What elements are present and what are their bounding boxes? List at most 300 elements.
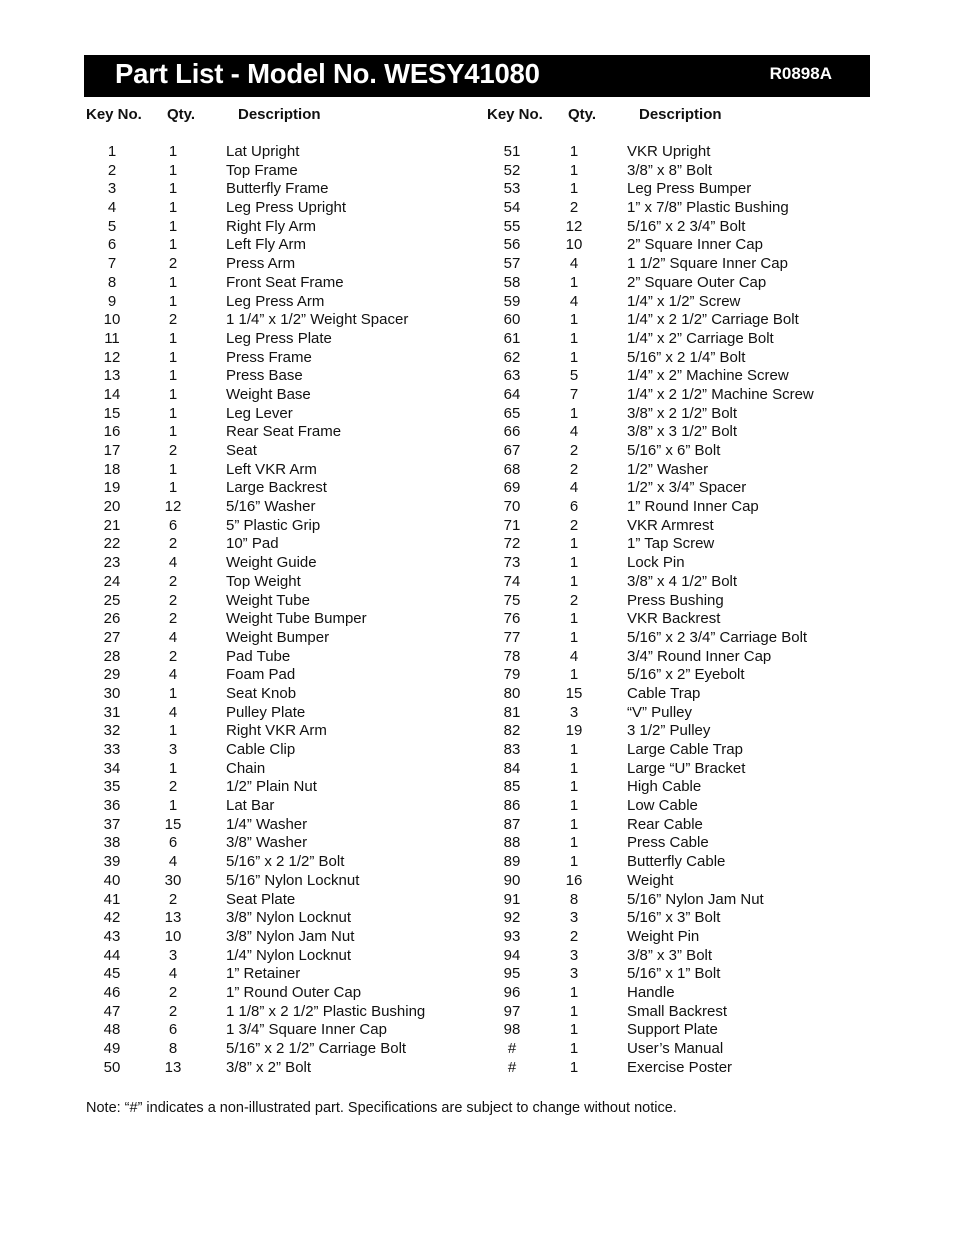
left-key-number: 3 — [107, 180, 117, 198]
left-key-number: 47 — [103, 1002, 121, 1020]
right-key-number: 67 — [503, 442, 521, 459]
table-row — [0, 405, 954, 424]
right-key-number: 87 — [503, 815, 521, 833]
left-description: 1 3/4” Square Inner Cap — [226, 1021, 387, 1039]
right-description: 3/8” x 2 1/2” Bolt — [627, 404, 738, 422]
right-description: Cable Trap — [627, 684, 701, 702]
right-quantity: 1 — [569, 329, 579, 347]
left-key-number: 1 — [107, 143, 117, 160]
right-key-number: 76 — [503, 610, 521, 628]
right-quantity: 1 — [569, 815, 579, 833]
right-description: 5/16” x 3” Bolt — [627, 909, 721, 927]
right-description: 1/4” x 2” Carriage Bolt — [627, 329, 774, 347]
left-quantity: 1 — [168, 180, 178, 198]
right-quantity: 1 — [569, 311, 579, 329]
left-key-number: 16 — [103, 423, 121, 441]
right-quantity: 1 — [569, 1058, 579, 1076]
right-key-number: 60 — [503, 311, 521, 329]
parts-table — [0, 143, 954, 1077]
right-description: 3 1/2” Pulley — [627, 722, 711, 740]
left-quantity: 1 — [168, 199, 178, 217]
left-quantity: 1 — [168, 161, 178, 179]
right-description: 5/16” x 1” Bolt — [627, 965, 721, 983]
left-key-number: 50 — [103, 1058, 121, 1076]
right-quantity: 2 — [569, 199, 579, 217]
right-description: 1/2” x 3/4” Spacer — [627, 479, 747, 497]
left-key-number: 41 — [103, 890, 121, 908]
right-description: 1” Tap Screw — [627, 535, 715, 553]
right-key-number: 96 — [503, 983, 521, 1001]
left-description: 5/16” Nylon Locknut — [226, 871, 360, 889]
left-key-number: 19 — [103, 479, 121, 497]
right-quantity: 1 — [569, 143, 579, 160]
left-description: 3/8” x 2” Bolt — [226, 1058, 312, 1076]
table-row — [0, 947, 954, 966]
left-key-number: 33 — [103, 741, 121, 758]
right-description: 2” Square Outer Cap — [627, 273, 767, 291]
left-key-number: 7 — [107, 255, 117, 273]
right-quantity: 6 — [569, 498, 579, 516]
right-key-number: 57 — [503, 255, 521, 273]
right-key-number: # — [507, 1058, 517, 1076]
left-key-number: 29 — [103, 666, 121, 684]
right-quantity: 1 — [569, 180, 579, 198]
table-row — [0, 423, 954, 442]
right-description: 3/8” x 3 1/2” Bolt — [627, 423, 738, 441]
right-quantity: 19 — [565, 722, 583, 740]
table-row — [0, 741, 954, 760]
right-key-number: 63 — [503, 367, 521, 385]
right-description: Large Cable Trap — [627, 741, 743, 758]
left-quantity: 3 — [168, 741, 178, 758]
left-quantity: 13 — [164, 1058, 182, 1076]
right-quantity: 1 — [569, 666, 579, 684]
right-quantity: 1 — [569, 853, 579, 871]
right-description: Press Cable — [627, 834, 709, 852]
right-key-number: 68 — [503, 460, 521, 478]
left-description: 5/16” Washer — [226, 498, 316, 516]
table-row — [0, 255, 954, 274]
left-description: Weight Tube Bumper — [226, 610, 367, 628]
left-key-number: 45 — [103, 965, 121, 983]
right-header-key: Key No. — [487, 106, 543, 123]
table-row — [0, 349, 954, 368]
left-description: Top Frame — [226, 161, 298, 179]
left-description: Press Base — [226, 367, 303, 385]
right-description: 2” Square Inner Cap — [627, 236, 763, 254]
table-row — [0, 610, 954, 629]
right-quantity: 7 — [569, 385, 579, 403]
table-row — [0, 1003, 954, 1022]
left-quantity: 1 — [168, 217, 178, 235]
left-key-number: 6 — [107, 236, 117, 254]
right-key-number: 59 — [503, 292, 521, 310]
table-row — [0, 816, 954, 835]
right-description: Leg Press Bumper — [627, 180, 752, 198]
table-row — [0, 853, 954, 872]
right-description: 1/2” Washer — [627, 460, 709, 478]
left-quantity: 6 — [168, 1021, 178, 1039]
right-key-number: 79 — [503, 666, 521, 684]
left-quantity: 4 — [168, 628, 178, 646]
right-key-number: 69 — [503, 479, 521, 497]
right-quantity: 8 — [569, 890, 579, 908]
left-description: Foam Pad — [226, 666, 296, 684]
left-key-number: 26 — [103, 610, 121, 628]
left-key-number: 48 — [103, 1021, 121, 1039]
right-description: 1/4” x 1/2” Screw — [627, 292, 741, 310]
table-row — [0, 629, 954, 648]
right-key-number: 65 — [503, 404, 521, 422]
right-description: 5/16” x 6” Bolt — [627, 442, 721, 459]
left-key-number: 22 — [103, 535, 121, 553]
left-quantity: 30 — [164, 871, 182, 889]
left-key-number: 2 — [107, 161, 117, 179]
left-description: Large Backrest — [226, 479, 327, 497]
left-description: 1 1/4” x 1/2” Weight Spacer — [226, 311, 409, 329]
right-key-number: 80 — [503, 684, 521, 702]
left-quantity: 2 — [168, 535, 178, 553]
table-row — [0, 218, 954, 237]
left-header-qty: Qty. — [167, 106, 196, 123]
left-quantity: 15 — [164, 815, 182, 833]
left-description: Leg Press Plate — [226, 329, 332, 347]
right-key-number: 51 — [503, 143, 521, 160]
table-row — [0, 797, 954, 816]
left-description: Weight Base — [226, 385, 311, 403]
left-quantity: 1 — [168, 797, 178, 815]
table-row — [0, 928, 954, 947]
left-description: 1 1/8” x 2 1/2” Plastic Bushing — [226, 1002, 426, 1020]
left-quantity: 2 — [168, 442, 178, 459]
right-quantity: 1 — [569, 404, 579, 422]
table-row — [0, 1059, 954, 1078]
left-description: 5” Plastic Grip — [226, 516, 321, 534]
right-description: High Cable — [627, 778, 702, 796]
left-description: 1” Retainer — [226, 965, 301, 983]
right-quantity: 2 — [569, 460, 579, 478]
left-key-number: 12 — [103, 348, 121, 366]
left-quantity: 2 — [168, 311, 178, 329]
left-description: Left Fly Arm — [226, 236, 307, 254]
right-description: 1/4” x 2” Machine Screw — [627, 367, 789, 385]
right-description: 3/4” Round Inner Cap — [627, 647, 772, 665]
left-key-number: 18 — [103, 460, 121, 478]
right-quantity: 3 — [569, 946, 579, 964]
left-key-number: 21 — [103, 516, 121, 534]
left-description: 1/4” Nylon Locknut — [226, 946, 352, 964]
right-description: Large “U” Bracket — [627, 759, 746, 777]
table-row — [0, 685, 954, 704]
left-quantity: 1 — [168, 423, 178, 441]
left-quantity: 1 — [168, 479, 178, 497]
left-quantity: 4 — [168, 965, 178, 983]
right-description: VKR Backrest — [627, 610, 721, 628]
right-quantity: 1 — [569, 348, 579, 366]
left-key-number: 49 — [103, 1040, 121, 1057]
table-row — [0, 965, 954, 984]
right-key-number: 52 — [503, 161, 521, 179]
table-row — [0, 1021, 954, 1040]
left-key-number: 42 — [103, 909, 121, 927]
left-quantity: 2 — [168, 890, 178, 908]
left-quantity: 12 — [164, 498, 182, 516]
left-description: 3/8” Nylon Jam Nut — [226, 927, 355, 945]
right-key-number: 62 — [503, 348, 521, 366]
title-bar — [84, 55, 870, 97]
left-description: 10” Pad — [226, 535, 279, 553]
left-quantity: 10 — [164, 927, 182, 945]
left-quantity: 2 — [168, 647, 178, 665]
right-key-number: 58 — [503, 273, 521, 291]
right-quantity: 10 — [565, 236, 583, 254]
left-description: Leg Press Arm — [226, 292, 325, 310]
right-key-number: 82 — [503, 722, 521, 740]
right-description: 5/16” x 2” Eyebolt — [627, 666, 745, 684]
left-description: Leg Press Upright — [226, 199, 347, 217]
right-quantity: 2 — [569, 442, 579, 459]
table-row — [0, 517, 954, 536]
right-quantity: 1 — [569, 741, 579, 758]
left-description: Pulley Plate — [226, 703, 306, 721]
right-description: Support Plate — [627, 1021, 718, 1039]
right-quantity: 2 — [569, 591, 579, 609]
left-quantity: 13 — [164, 909, 182, 927]
left-key-number: 44 — [103, 946, 121, 964]
left-key-number: 5 — [107, 217, 117, 235]
left-quantity: 4 — [168, 853, 178, 871]
right-quantity: 2 — [569, 927, 579, 945]
table-row — [0, 199, 954, 218]
right-description: 1/4” x 2 1/2” Machine Screw — [627, 385, 814, 403]
right-key-number: 55 — [503, 217, 521, 235]
left-header-key: Key No. — [86, 106, 142, 123]
left-key-number: 14 — [103, 385, 121, 403]
left-description: Weight Tube — [226, 591, 310, 609]
left-key-number: 11 — [104, 329, 120, 347]
right-quantity: 4 — [569, 423, 579, 441]
right-key-number: 70 — [503, 498, 521, 516]
right-key-number: 97 — [503, 1002, 521, 1020]
right-description: Weight — [627, 871, 674, 889]
page-title: Part List - Model No. WESY41080 — [115, 58, 540, 89]
left-description: 1/2” Plain Nut — [226, 778, 317, 796]
table-row — [0, 143, 954, 162]
right-key-number: # — [507, 1040, 517, 1057]
left-quantity: 1 — [168, 236, 178, 254]
right-description: “V” Pulley — [627, 703, 693, 721]
left-description: Lat Upright — [226, 143, 300, 160]
right-description: 5/16” x 2 3/4” Bolt — [627, 217, 746, 235]
right-description: 3/8” x 8” Bolt — [627, 161, 713, 179]
left-key-number: 24 — [103, 572, 121, 590]
table-row — [0, 778, 954, 797]
left-quantity: 3 — [168, 946, 178, 964]
right-description: 1/4” x 2 1/2” Carriage Bolt — [627, 311, 799, 329]
right-key-number: 81 — [503, 703, 521, 721]
right-quantity: 1 — [569, 554, 579, 572]
table-row — [0, 891, 954, 910]
left-quantity: 6 — [168, 516, 178, 534]
right-quantity: 2 — [569, 516, 579, 534]
left-key-number: 25 — [103, 591, 121, 609]
left-key-number: 28 — [103, 647, 121, 665]
right-description: 1” x 7/8” Plastic Bushing — [627, 199, 789, 217]
left-quantity: 1 — [168, 404, 178, 422]
left-quantity: 2 — [168, 778, 178, 796]
left-description: Rear Seat Frame — [226, 423, 342, 441]
left-key-number: 15 — [103, 404, 121, 422]
table-row — [0, 592, 954, 611]
left-key-number: 34 — [103, 759, 121, 777]
left-key-number: 31 — [103, 703, 121, 721]
right-description: 5/16” x 2 1/4” Bolt — [627, 348, 746, 366]
left-description: Press Frame — [226, 348, 312, 366]
left-description: 5/16” x 2 1/2” Bolt — [226, 853, 345, 871]
left-key-number: 20 — [103, 498, 121, 516]
right-quantity: 16 — [565, 871, 583, 889]
table-row — [0, 704, 954, 723]
right-description: Rear Cable — [627, 815, 703, 833]
right-quantity: 1 — [569, 1021, 579, 1039]
table-row — [0, 573, 954, 592]
right-quantity: 15 — [565, 684, 583, 702]
left-key-number: 23 — [103, 554, 121, 572]
right-quantity: 1 — [569, 834, 579, 852]
right-key-number: 54 — [503, 199, 521, 217]
right-quantity: 3 — [569, 703, 579, 721]
right-description: 1” Round Inner Cap — [627, 498, 759, 516]
right-key-number: 85 — [503, 778, 521, 796]
left-key-number: 36 — [103, 797, 121, 815]
left-key-number: 37 — [103, 815, 121, 833]
right-quantity: 1 — [569, 1002, 579, 1020]
left-quantity: 1 — [168, 722, 178, 740]
table-row — [0, 442, 954, 461]
table-row — [0, 180, 954, 199]
right-description: Small Backrest — [627, 1002, 728, 1020]
right-description: Butterfly Cable — [627, 853, 726, 871]
left-description: 1/4” Washer — [226, 815, 308, 833]
right-quantity: 4 — [569, 292, 579, 310]
right-key-number: 64 — [503, 385, 521, 403]
table-row — [0, 909, 954, 928]
right-description: VKR Armrest — [627, 516, 714, 534]
left-description: Press Arm — [226, 255, 296, 273]
right-quantity: 1 — [569, 273, 579, 291]
left-key-number: 4 — [107, 199, 117, 217]
right-quantity: 1 — [569, 572, 579, 590]
left-key-number: 46 — [103, 983, 121, 1001]
left-description: Front Seat Frame — [226, 273, 344, 291]
left-quantity: 1 — [168, 759, 178, 777]
left-description: Butterfly Frame — [226, 180, 329, 198]
table-row — [0, 722, 954, 741]
table-row — [0, 293, 954, 312]
table-row — [0, 666, 954, 685]
right-key-number: 89 — [503, 853, 521, 871]
left-description: Cable Clip — [226, 741, 296, 758]
left-quantity: 1 — [168, 292, 178, 310]
table-row — [0, 834, 954, 853]
left-quantity: 4 — [168, 703, 178, 721]
left-description: Left VKR Arm — [226, 460, 317, 478]
right-description: Low Cable — [627, 797, 698, 815]
right-quantity: 1 — [569, 797, 579, 815]
left-quantity: 1 — [168, 460, 178, 478]
right-quantity: 1 — [569, 161, 579, 179]
left-description: Seat Knob — [226, 684, 297, 702]
right-key-number: 77 — [503, 628, 521, 646]
left-quantity: 2 — [168, 1002, 178, 1020]
right-description: 5/16” x 2 3/4” Carriage Bolt — [627, 628, 808, 646]
left-quantity: 2 — [168, 255, 178, 273]
right-key-number: 83 — [503, 741, 521, 758]
left-key-number: 32 — [103, 722, 121, 740]
right-quantity: 1 — [569, 1040, 579, 1057]
left-description: Pad Tube — [226, 647, 291, 665]
table-row — [0, 236, 954, 255]
left-description: Seat Plate — [226, 890, 296, 908]
right-description: Lock Pin — [627, 554, 685, 572]
left-header-description: Description — [238, 106, 321, 123]
right-key-number: 92 — [503, 909, 521, 927]
left-quantity: 2 — [168, 610, 178, 628]
right-key-number: 53 — [503, 180, 521, 198]
right-quantity: 3 — [569, 965, 579, 983]
left-key-number: 13 — [103, 367, 121, 385]
right-header-qty: Qty. — [568, 106, 597, 123]
left-quantity: 2 — [168, 983, 178, 1001]
table-row — [0, 311, 954, 330]
left-quantity: 8 — [168, 1040, 178, 1057]
right-quantity: 1 — [569, 983, 579, 1001]
table-row — [0, 1040, 954, 1059]
right-key-number: 88 — [503, 834, 521, 852]
right-key-number: 61 — [503, 329, 521, 347]
right-key-number: 93 — [503, 927, 521, 945]
left-quantity: 1 — [168, 367, 178, 385]
left-key-number: 30 — [103, 684, 121, 702]
right-quantity: 1 — [569, 759, 579, 777]
left-key-number: 40 — [103, 871, 121, 889]
left-quantity: 1 — [168, 329, 178, 347]
table-row — [0, 479, 954, 498]
right-key-number: 71 — [503, 516, 521, 534]
table-row — [0, 367, 954, 386]
left-description: Right VKR Arm — [226, 722, 327, 740]
right-key-number: 66 — [503, 423, 521, 441]
right-key-number: 90 — [503, 871, 521, 889]
table-row — [0, 648, 954, 667]
right-quantity: 4 — [569, 647, 579, 665]
left-description: 3/8” Nylon Locknut — [226, 909, 352, 927]
right-key-number: 74 — [503, 572, 521, 590]
right-quantity: 1 — [569, 610, 579, 628]
right-quantity: 3 — [569, 909, 579, 927]
table-row — [0, 386, 954, 405]
left-quantity: 1 — [168, 143, 178, 160]
left-key-number: 10 — [103, 311, 121, 329]
right-description: Press Bushing — [627, 591, 724, 609]
left-key-number: 17 — [103, 442, 121, 459]
right-key-number: 98 — [503, 1021, 521, 1039]
left-quantity: 6 — [168, 834, 178, 852]
right-key-number: 56 — [503, 236, 521, 254]
right-description: 5/16” Nylon Jam Nut — [627, 890, 764, 908]
right-quantity: 1 — [569, 628, 579, 646]
right-key-number: 75 — [503, 591, 521, 609]
